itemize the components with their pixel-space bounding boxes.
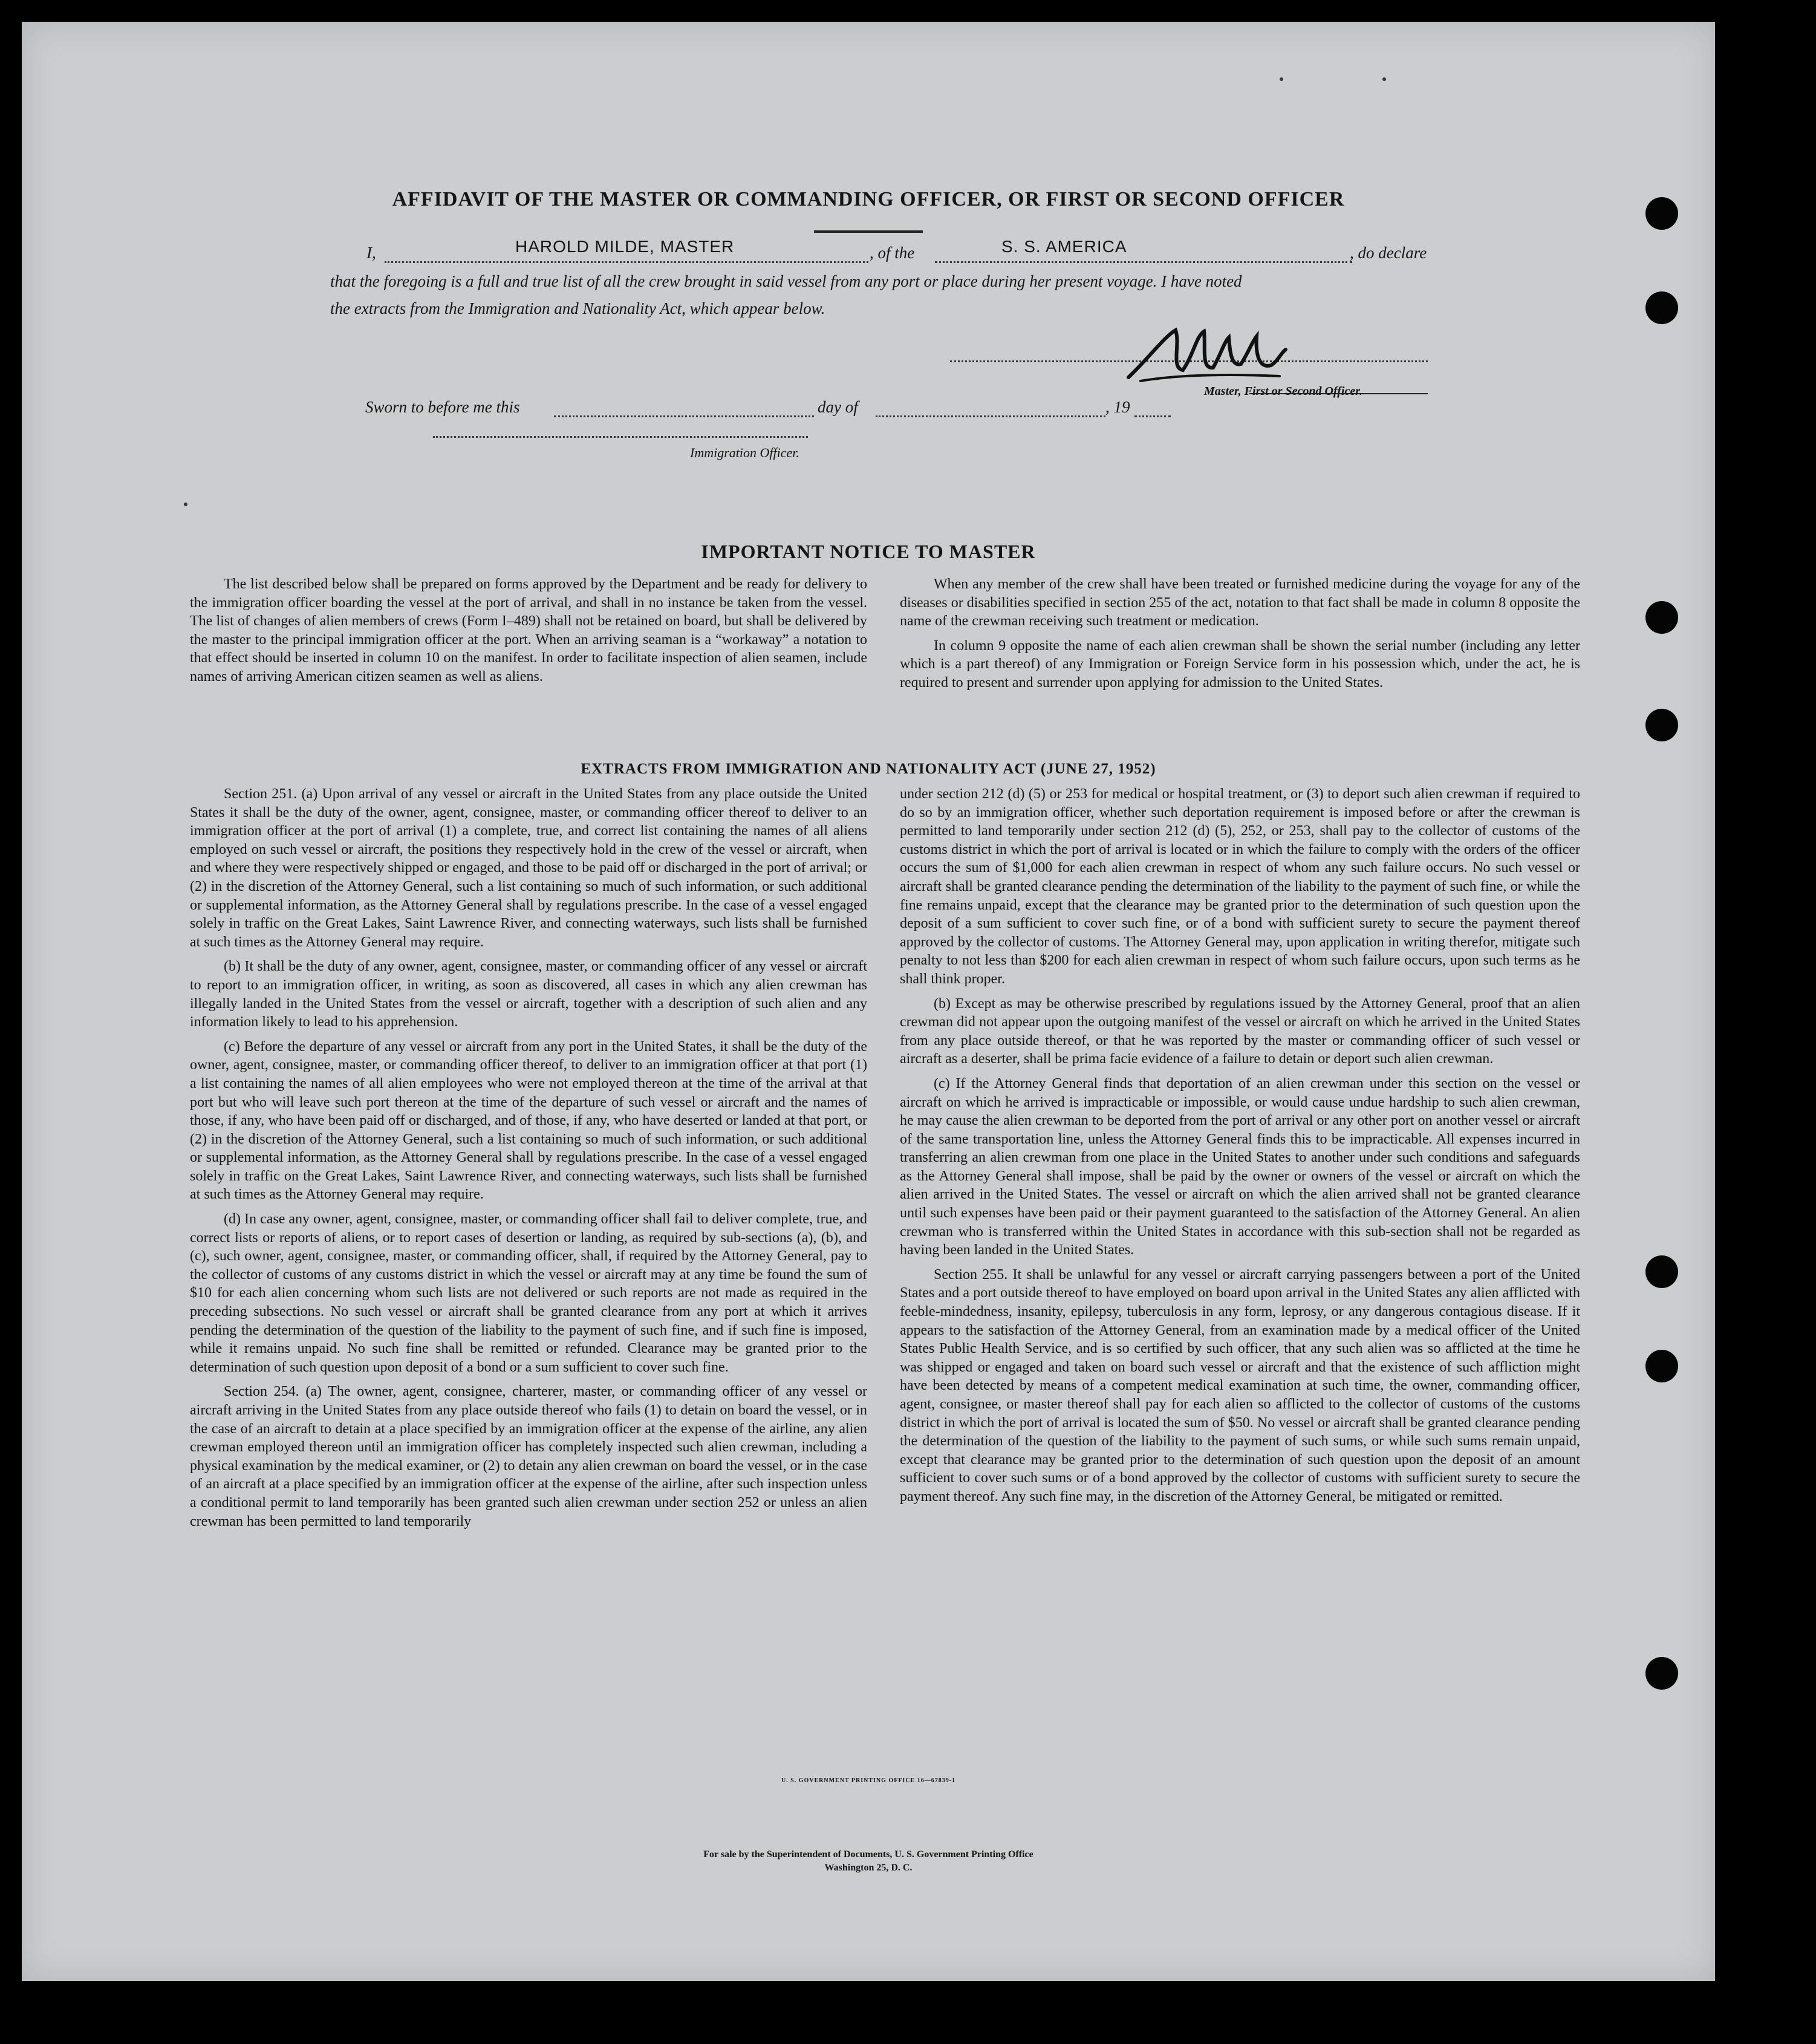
notice-right-paragraph-1: When any member of the crew shall have been treated or furnished medicine during the voyage for any of the diseases or disabilities specified in section 255 of the act, notation to that fact shall be made in column 8 opposite the name of the crewman receiving such treatment or medication. [900,576,1580,630]
declarant-name: HAROLD MILDE, MASTER [515,237,735,256]
day-of-text: day of [818,398,858,416]
vessel-line [935,261,1352,263]
punch-hole [1645,291,1678,324]
punch-hole [1645,1657,1678,1690]
section-254a-continued: under section 212 (d) (5) or 253 for medical or hospital treatment, or (3) to deport such alien crewman if required to do so by an immigration officer, whether such deportation requirement is imposed before or after the crewman is permitted to land temporarily under section 212 (d) (5), 252, or 253, shall pay to the collector of customs of the customs district in which the port of arrival is located or in which the failure to comply with the orders of the officer occurs the sum of $1,000 for each alien crewman in respect of whom any such failure occurs. No such vessel or aircraft shall be granted clearance pending the determination of the liability to the payment of such fine, or while the fine remains unpaid, except that the clearance may be granted prior to the determination of such question upon the deposit of a sum sufficient to cover such fine, or of a bond with sufficient surety to secure the payment thereof approved by the collector of customs. The Attorney General may, upon application in writing therefor, mitigate such penalty to not less than $200 for each alien crewman in respect of whom such failure occurs, upon such terms as he shall think proper. [900,786,1580,987]
affidavit-title: AFFIDAVIT OF THE MASTER OR COMMANDING OFFICER, OR FIRST OR SECOND OFFICER [392,188,1345,210]
mark [184,503,187,506]
sworn-day-line [554,415,814,417]
section-251d: (d) In case any owner, agent, consignee, master, or commanding officer shall fail to deliver complete, true, and correct lists or reports of aliens, or to report cases of desertion or landing, as required by sub-sections (a), (b), and (c), such owner, agent, consignee, master, or commanding officer, shall, if required by the Attorney General, pay to the collector of customs of any customs district in which the vessel or aircraft may at any time be found the sum of $10 for each alien concerning whom such lists are not delivered or such reports are not made as required in the preceding subsections. No such vessel or aircraft shall be granted clearance from any port at which it arrives pending the determination of the question of the liability to the payment of such fine, and if such fine is imposed, while it remains unpaid. No such fine shall be remitted or refunded. Clearance may be granted prior to the determination of such question upon deposit of a bond or a sum sufficient to cover such fine. [190,1211,867,1375]
affidavit-prefix: I, [366,244,376,262]
sworn-text: Sworn to before me this [365,398,520,416]
sale-line-2: Washington 25, D. C. [824,1863,913,1873]
officer-label: Immigration Officer. [690,445,799,460]
officer-line [433,436,808,438]
punch-hole [1645,1350,1678,1382]
extracts-left-column [190,785,867,1537]
extracts-title: EXTRACTS FROM IMMIGRATION AND NATIONALITY ACT (JUNE 27, 1952) [581,761,1156,777]
section-251a: Section 251. (a) Upon arrival of any vessel or aircraft in the United States from any place outside the United States it shall be the duty of the owner, agent, consignee, master, or commanding officer thereof to deliver to an immigration officer at the port of arrival (1) a complete, true, and correct list containing the names of all aliens employed on such vessel or aircraft, the positions they respectively hold in the crew of the vessel or aircraft, when and where they were respectively shipped or engaged, and those to be paid off or discharged in the port of arrival; or (2) in the discretion of the Attorney General, such a list containing so much of such information, or such additional or supplemental information, as the Attorney General shall by regulations prescribe. In the case of a vessel engaged solely in traffic on the Great Lakes, Saint Lawrence River, and connecting waterways, such lists shall be furnished at such times as the Attorney General may require. [190,786,867,950]
punch-hole [1645,601,1678,634]
signature-label: Master, First or Second Officer. [1204,385,1362,398]
section-255: Section 255. It shall be unlawful for any vessel or aircraft carrying passengers between a port of the United States and a port outside thereof to have employed on board upon arrival in the United States any alien afflicted with feeble-mindedness, insanity, epilepsy, tuberculosis in any form, leprosy, or any dangerous contagious disease. If it appears to the satisfaction of the Attorney General, from an examination made by a medical officer of the United States Public Health Service, and is so certified by such officer, that any such alien was so afflicted at the time he was shipped or engaged and taken on board such vessel or aircraft and that the existence of such affliction might have been detected by means of a competent medical examination at such time, the owner, commanding officer, agent, consignee, or master thereof shall pay for each alien so afflicted to the collector of customs of the customs district in which the port of arrival is located the sum of $50. No vessel or aircraft shall be granted clearance pending the determination of the question of the liability to the payment of such sums, or while such sums remain unpaid, except that clearance may be granted prior to the determination of such question upon the deposit of an amount sufficient to cover such sums or of a bond approved by the collector of customs with sufficient surety to secure the payment thereof. Any such fine may, in the discretion of the Attorney General, be mitigated or remitted. [900,1266,1580,1505]
affidavit-line-2: that the foregoing is a full and true list of all the crew brought in said vessel from any port or place during her present voyage. I have noted [330,272,1242,290]
section-251c: (c) Before the departure of any vessel or aircraft from any port in the United States, it shall be the duty of the owner, agent, consignee, master, or commanding officer thereof, to deliver to an immigration officer at that port (1) a list containing the names of all alien employees who were not employed thereon at the time of the arrival at that port but who will leave such port thereon at the time of the departure of such vessel or aircraft and the names of those, if any, who have been paid off or discharged, and of those, if any, who have deserted or landed at that port, or (2) in the discretion of the Attorney General, such a list containing so much of such information, or such additional or supplemental information, as the Attorney General shall by regulations prescribe. In the case of a vessel engaged solely in traffic on the Great Lakes, Saint Lawrence River, and connecting waterways, such lists shall be furnished at such times as the Attorney General may require. [190,1038,867,1203]
section-254a: Section 254. (a) The owner, agent, consignee, charterer, master, or commanding officer of any vessel or aircraft arriving in the United States from any place outside thereof who fails (1) to detain on board the vessel, or in the case of an aircraft to detain at a place specified by an immigration officer at the expense of the airline, any alien crewman employed thereon until an immigration officer has completely inspected such alien crewman, including a physical examination by the medical examiner, or (2) to detain any alien crewman on board the vessel, or in the case of an aircraft at a place specified by an immigration officer at the expense of the airline, after such inspection unless a conditional permit to land temporarily has been granted such alien crewman under section 252 or unless an alien crewman has been permitted to land temporarily [190,1384,867,1529]
sworn-month-line [876,415,1105,417]
section-251b: (b) It shall be the duty of any owner, agent, consignee, master, or commanding officer of any vessel or aircraft to report to an immigration officer, in writing, as soon as discovered, all cases in which any alien crewman has illegally landed in the United States from the vessel or aircraft, together with a description of such alien and any information likely to lead to his apprehension. [190,959,867,1030]
mark [1382,77,1386,81]
notice-left-paragraph: The list described below shall be prepared on forms approved by the Department and be ready for delivery to the immigration officer boarding the vessel at the port of arrival, and shall in no instance be taken from the vessel. The list of changes of alien members of crews (Form I–489) shall not be retained on board, but shall be delivered by the master to the principal immigration officer at the port. When an arriving seaman is a “workaway” a notation to that effect should be inserted in column 10 on the manifest. In order to facilitate inspection of alien seamen, include names of arriving American citizen seamen as well as aliens. [190,576,867,685]
year-text: , 19 [1105,398,1130,416]
declarant-line [385,261,868,263]
strikethrough [1249,393,1428,394]
notice-right-paragraph-2: In column 9 opposite the name of each alien crewman shall be shown the serial number (including any letter which is a part thereof) of any Immigration or Foreign Service form in his possession which, under the act, he is required to present and surrender upon applying for admission to the United States. [900,637,1580,691]
punch-hole [1645,709,1678,741]
punch-hole [1645,1255,1678,1288]
vessel-name: S. S. AMERICA [1001,237,1127,256]
printing-office-code: U. S. GOVERNMENT PRINTING OFFICE 16—67839-1 [781,1777,956,1784]
sworn-year-line [1134,415,1171,417]
section-254c: (c) If the Attorney General finds that deportation of an alien crewman under this section on the vessel or aircraft on which he arrived is impracticable or impossible, or would cause undue hardship to such alien crewman, he may cause the alien crewman to be deported from the port of arrival or any other port on another vessel or aircraft of the same transportation line, unless the Attorney General finds this to be impracticable. All expenses incurred in transferring an alien crewman from one place in the United States to another under such conditions and safeguards as the Attorney General shall impose, shall be paid by the owner or owners of the vessel or aircraft on which the alien arrived in the United States. The vessel or aircraft on which the alien arrived shall not be granted clearance until such expenses have been paid or their payment guaranteed to the satisfaction of the Attorney General. An alien crewman who is transferred within the United States in accordance with this sub-section shall not be regarded as having been landed in the United States. [900,1075,1580,1258]
notice-left-column [190,575,867,692]
form-sheet [22,22,1715,1981]
notice-title: IMPORTANT NOTICE TO MASTER [701,541,1036,562]
mark [1280,77,1283,81]
do-declare-text: , do declare [1350,244,1427,262]
notice-right-column [900,575,1580,698]
section-254b: (b) Except as may be otherwise prescribed by regulations issued by the Attorney General, proof that an alien crewman did not appear upon the outgoing manifest of the vessel or aircraft on which he arrived in the United States from any place outside thereof, or that he was reported by the master or commanding officer of such vessel or aircraft as a deserter, shall be prima facie evidence of a failure to detain or deport such alien crewman. [900,995,1580,1067]
extracts-right-column [900,785,1580,1512]
affidavit-line-3: the extracts from the Immigration and Nationality Act, which appear below. [330,299,825,317]
sale-line-1: For sale by the Superintendent of Documents, U. S. Government Printing Office [703,1849,1033,1860]
of-the-text: , of the [870,244,915,262]
sale-notice [22,1848,1715,1875]
title-rule [814,230,923,233]
